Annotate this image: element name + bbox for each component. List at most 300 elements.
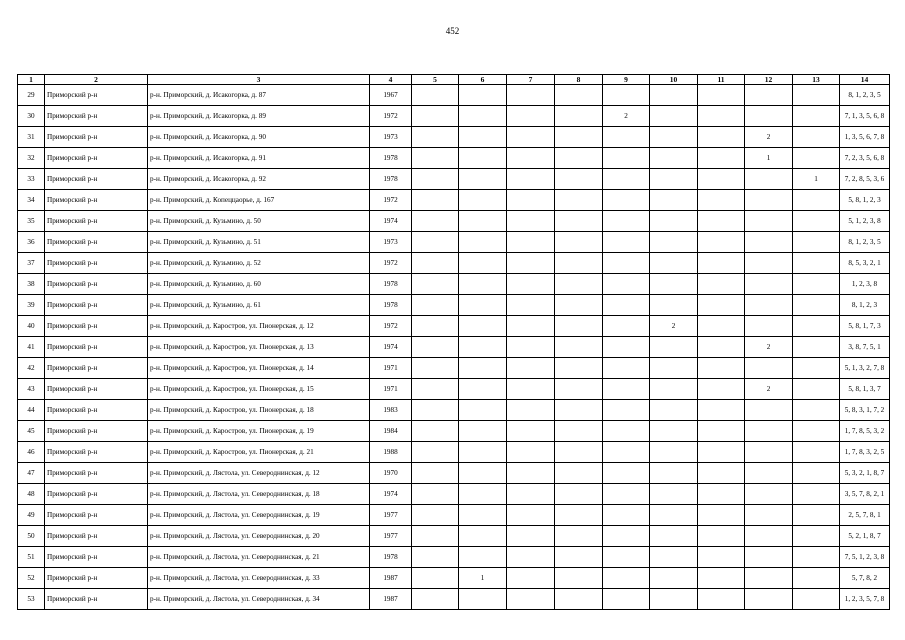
col-14-cell: 5, 1, 2, 3, 8 bbox=[840, 211, 890, 232]
col-14-cell: 8, 1, 2, 3, 5 bbox=[840, 232, 890, 253]
col-12-cell bbox=[745, 316, 793, 337]
table-row bbox=[18, 526, 890, 547]
col-10-cell bbox=[650, 295, 698, 316]
district-cell: Приморский р-н bbox=[45, 400, 148, 421]
col-12-cell: 1 bbox=[745, 148, 793, 169]
col-11-cell bbox=[698, 568, 745, 589]
year-cell: 1970 bbox=[370, 463, 412, 484]
col-10-cell bbox=[650, 484, 698, 505]
col-13-cell bbox=[793, 274, 840, 295]
address-cell: р-н. Приморский, д. Лястола, ул. Североднинская, д. 20 bbox=[148, 526, 370, 547]
table-row bbox=[18, 421, 890, 442]
col-8-cell bbox=[555, 568, 603, 589]
col-7-cell bbox=[507, 232, 555, 253]
col-5-cell bbox=[412, 526, 459, 547]
col-10-cell bbox=[650, 463, 698, 484]
col-9-cell bbox=[603, 505, 650, 526]
year-cell: 1977 bbox=[370, 505, 412, 526]
district-cell: Приморский р-н bbox=[45, 274, 148, 295]
col-5-cell bbox=[412, 316, 459, 337]
col-13-cell bbox=[793, 400, 840, 421]
col-9-cell bbox=[603, 400, 650, 421]
col-12-cell bbox=[745, 358, 793, 379]
col-12-cell bbox=[745, 232, 793, 253]
district-cell: Приморский р-н bbox=[45, 232, 148, 253]
column-header-7: 7 bbox=[507, 75, 555, 85]
col-14-cell: 5, 1, 3, 2, 7, 8 bbox=[840, 358, 890, 379]
table-row bbox=[18, 505, 890, 526]
district-cell: Приморский р-н bbox=[45, 568, 148, 589]
col-5-cell bbox=[412, 589, 459, 610]
col-12-cell bbox=[745, 85, 793, 106]
col-13-cell bbox=[793, 505, 840, 526]
table-row bbox=[18, 463, 890, 484]
col-11-cell bbox=[698, 316, 745, 337]
col-5-cell bbox=[412, 253, 459, 274]
col-7-cell bbox=[507, 463, 555, 484]
table-row bbox=[18, 169, 890, 190]
col-5-cell bbox=[412, 463, 459, 484]
column-header-12: 12 bbox=[745, 75, 793, 85]
address-cell: р-н. Приморский, д. Исакогорка, д. 92 bbox=[148, 169, 370, 190]
col-9-cell bbox=[603, 358, 650, 379]
col-6-cell bbox=[459, 421, 507, 442]
col-14-cell: 7, 1, 3, 5, 6, 8 bbox=[840, 106, 890, 127]
col-9-cell bbox=[603, 190, 650, 211]
address-cell: р-н. Приморский, д. Кузьмино, д. 51 bbox=[148, 232, 370, 253]
table-row bbox=[18, 148, 890, 169]
row-number-cell: 31 bbox=[18, 127, 45, 148]
table-row bbox=[18, 484, 890, 505]
year-cell: 1973 bbox=[370, 232, 412, 253]
col-9-cell bbox=[603, 85, 650, 106]
col-11-cell bbox=[698, 358, 745, 379]
col-10-cell bbox=[650, 253, 698, 274]
col-11-cell bbox=[698, 85, 745, 106]
col-7-cell bbox=[507, 526, 555, 547]
col-6-cell bbox=[459, 253, 507, 274]
column-header-1: 1 bbox=[18, 75, 45, 85]
table-row bbox=[18, 589, 890, 610]
address-cell: р-н. Приморский, д. Лястола, ул. Североднинская, д. 34 bbox=[148, 589, 370, 610]
col-5-cell bbox=[412, 148, 459, 169]
table-row bbox=[18, 127, 890, 148]
col-6-cell bbox=[459, 484, 507, 505]
col-7-cell bbox=[507, 505, 555, 526]
col-6-cell bbox=[459, 337, 507, 358]
col-8-cell bbox=[555, 463, 603, 484]
col-8-cell bbox=[555, 505, 603, 526]
col-12-cell bbox=[745, 589, 793, 610]
col-7-cell bbox=[507, 568, 555, 589]
col-9-cell bbox=[603, 526, 650, 547]
col-14-cell: 1, 7, 8, 3, 2, 5 bbox=[840, 442, 890, 463]
col-6-cell bbox=[459, 148, 507, 169]
col-5-cell bbox=[412, 400, 459, 421]
row-number-cell: 53 bbox=[18, 589, 45, 610]
col-9-cell: 2 bbox=[603, 106, 650, 127]
col-8-cell bbox=[555, 211, 603, 232]
col-12-cell bbox=[745, 106, 793, 127]
address-cell: р-н. Приморский, д. Лястола, ул. Североднинская, д. 12 bbox=[148, 463, 370, 484]
row-number-cell: 41 bbox=[18, 337, 45, 358]
col-8-cell bbox=[555, 295, 603, 316]
col-7-cell bbox=[507, 253, 555, 274]
row-number-cell: 49 bbox=[18, 505, 45, 526]
col-11-cell bbox=[698, 589, 745, 610]
col-7-cell bbox=[507, 400, 555, 421]
col-11-cell bbox=[698, 442, 745, 463]
year-cell: 1978 bbox=[370, 295, 412, 316]
col-9-cell bbox=[603, 127, 650, 148]
column-header-11: 11 bbox=[698, 75, 745, 85]
col-5-cell bbox=[412, 379, 459, 400]
col-13-cell bbox=[793, 421, 840, 442]
col-8-cell bbox=[555, 547, 603, 568]
col-8-cell bbox=[555, 169, 603, 190]
row-number-cell: 52 bbox=[18, 568, 45, 589]
district-cell: Приморский р-н bbox=[45, 337, 148, 358]
col-14-cell: 2, 5, 7, 8, 1 bbox=[840, 505, 890, 526]
col-11-cell bbox=[698, 169, 745, 190]
year-cell: 1987 bbox=[370, 589, 412, 610]
col-5-cell bbox=[412, 358, 459, 379]
year-cell: 1974 bbox=[370, 211, 412, 232]
col-7-cell bbox=[507, 148, 555, 169]
col-9-cell bbox=[603, 463, 650, 484]
col-11-cell bbox=[698, 106, 745, 127]
col-12-cell bbox=[745, 190, 793, 211]
col-12-cell bbox=[745, 421, 793, 442]
col-10-cell: 2 bbox=[650, 316, 698, 337]
year-cell: 1972 bbox=[370, 190, 412, 211]
address-cell: р-н. Приморский, д. Лястола, ул. Североднинская, д. 19 bbox=[148, 505, 370, 526]
col-10-cell bbox=[650, 337, 698, 358]
col-6-cell: 1 bbox=[459, 568, 507, 589]
col-12-cell bbox=[745, 463, 793, 484]
col-9-cell bbox=[603, 337, 650, 358]
col-10-cell bbox=[650, 442, 698, 463]
col-14-cell: 8, 1, 2, 3 bbox=[840, 295, 890, 316]
col-7-cell bbox=[507, 379, 555, 400]
col-9-cell bbox=[603, 232, 650, 253]
year-cell: 1978 bbox=[370, 547, 412, 568]
col-10-cell bbox=[650, 526, 698, 547]
column-header-9: 9 bbox=[603, 75, 650, 85]
col-9-cell bbox=[603, 547, 650, 568]
col-5-cell bbox=[412, 442, 459, 463]
col-10-cell bbox=[650, 505, 698, 526]
year-cell: 1978 bbox=[370, 169, 412, 190]
col-12-cell bbox=[745, 400, 793, 421]
col-11-cell bbox=[698, 379, 745, 400]
address-cell: р-н. Приморский, д. Кузьмино, д. 52 bbox=[148, 253, 370, 274]
header-row bbox=[18, 75, 890, 85]
district-cell: Приморский р-н bbox=[45, 358, 148, 379]
col-5-cell bbox=[412, 337, 459, 358]
address-cell: р-н. Приморский, д. Лястола, ул. Североднинская, д. 18 bbox=[148, 484, 370, 505]
col-7-cell bbox=[507, 106, 555, 127]
col-13-cell: 1 bbox=[793, 169, 840, 190]
col-12-cell bbox=[745, 526, 793, 547]
row-number-cell: 37 bbox=[18, 253, 45, 274]
col-5-cell bbox=[412, 106, 459, 127]
district-cell: Приморский р-н bbox=[45, 106, 148, 127]
col-8-cell bbox=[555, 589, 603, 610]
col-11-cell bbox=[698, 148, 745, 169]
col-14-cell: 7, 5, 1, 2, 3, 8 bbox=[840, 547, 890, 568]
col-11-cell bbox=[698, 547, 745, 568]
col-11-cell bbox=[698, 274, 745, 295]
col-8-cell bbox=[555, 190, 603, 211]
col-10-cell bbox=[650, 589, 698, 610]
col-8-cell bbox=[555, 106, 603, 127]
table-row bbox=[18, 232, 890, 253]
col-5-cell bbox=[412, 211, 459, 232]
table-row bbox=[18, 106, 890, 127]
col-13-cell bbox=[793, 463, 840, 484]
col-8-cell bbox=[555, 358, 603, 379]
col-13-cell bbox=[793, 148, 840, 169]
address-cell: р-н. Приморский, д. Исакогорка, д. 91 bbox=[148, 148, 370, 169]
col-7-cell bbox=[507, 190, 555, 211]
col-10-cell bbox=[650, 400, 698, 421]
col-6-cell bbox=[459, 379, 507, 400]
column-header-2: 2 bbox=[45, 75, 148, 85]
row-number-cell: 39 bbox=[18, 295, 45, 316]
col-7-cell bbox=[507, 274, 555, 295]
col-12-cell bbox=[745, 211, 793, 232]
column-header-3: 3 bbox=[148, 75, 370, 85]
col-5-cell bbox=[412, 295, 459, 316]
district-cell: Приморский р-н bbox=[45, 505, 148, 526]
col-7-cell bbox=[507, 358, 555, 379]
col-13-cell bbox=[793, 526, 840, 547]
col-5-cell bbox=[412, 505, 459, 526]
col-13-cell bbox=[793, 589, 840, 610]
col-12-cell: 2 bbox=[745, 379, 793, 400]
col-13-cell bbox=[793, 442, 840, 463]
col-10-cell bbox=[650, 211, 698, 232]
col-11-cell bbox=[698, 253, 745, 274]
col-5-cell bbox=[412, 127, 459, 148]
col-12-cell bbox=[745, 568, 793, 589]
col-6-cell bbox=[459, 547, 507, 568]
year-cell: 1988 bbox=[370, 442, 412, 463]
data-table bbox=[17, 74, 890, 610]
year-cell: 1987 bbox=[370, 568, 412, 589]
col-14-cell: 1, 2, 3, 5, 7, 8 bbox=[840, 589, 890, 610]
col-14-cell: 3, 5, 7, 8, 2, 1 bbox=[840, 484, 890, 505]
column-header-8: 8 bbox=[555, 75, 603, 85]
row-number-cell: 30 bbox=[18, 106, 45, 127]
col-13-cell bbox=[793, 358, 840, 379]
district-cell: Приморский р-н bbox=[45, 148, 148, 169]
col-7-cell bbox=[507, 211, 555, 232]
address-cell: р-н. Приморский, д. Каростров, ул. Пионерская, д. 12 bbox=[148, 316, 370, 337]
address-cell: р-н. Приморский, д. Каростров, ул. Пионерская, д. 18 bbox=[148, 400, 370, 421]
district-cell: Приморский р-н bbox=[45, 589, 148, 610]
col-7-cell bbox=[507, 295, 555, 316]
row-number-cell: 51 bbox=[18, 547, 45, 568]
col-8-cell bbox=[555, 442, 603, 463]
col-13-cell bbox=[793, 190, 840, 211]
year-cell: 1973 bbox=[370, 127, 412, 148]
col-8-cell bbox=[555, 316, 603, 337]
address-cell: р-н. Приморский, д. Копеццаорье, д. 167 bbox=[148, 190, 370, 211]
row-number-cell: 44 bbox=[18, 400, 45, 421]
col-14-cell: 5, 8, 1, 2, 3 bbox=[840, 190, 890, 211]
column-header-5: 5 bbox=[412, 75, 459, 85]
col-7-cell bbox=[507, 547, 555, 568]
col-14-cell: 5, 2, 1, 8, 7 bbox=[840, 526, 890, 547]
col-9-cell bbox=[603, 253, 650, 274]
col-13-cell bbox=[793, 232, 840, 253]
row-number-cell: 35 bbox=[18, 211, 45, 232]
col-6-cell bbox=[459, 169, 507, 190]
col-11-cell bbox=[698, 421, 745, 442]
address-cell: р-н. Приморский, д. Кузьмино, д. 50 bbox=[148, 211, 370, 232]
row-number-cell: 38 bbox=[18, 274, 45, 295]
col-14-cell: 3, 8, 7, 5, 1 bbox=[840, 337, 890, 358]
col-14-cell: 5, 8, 1, 3, 7 bbox=[840, 379, 890, 400]
col-13-cell bbox=[793, 316, 840, 337]
district-cell: Приморский р-н bbox=[45, 442, 148, 463]
col-8-cell bbox=[555, 253, 603, 274]
col-8-cell bbox=[555, 127, 603, 148]
col-12-cell bbox=[745, 505, 793, 526]
col-10-cell bbox=[650, 85, 698, 106]
col-6-cell bbox=[459, 358, 507, 379]
row-number-cell: 45 bbox=[18, 421, 45, 442]
district-cell: Приморский р-н bbox=[45, 169, 148, 190]
col-14-cell: 5, 8, 1, 7, 3 bbox=[840, 316, 890, 337]
year-cell: 1977 bbox=[370, 526, 412, 547]
row-number-cell: 48 bbox=[18, 484, 45, 505]
col-14-cell: 7, 2, 8, 5, 3, 6 bbox=[840, 169, 890, 190]
address-cell: р-н. Приморский, д. Каростров, ул. Пионерская, д. 21 bbox=[148, 442, 370, 463]
col-7-cell bbox=[507, 85, 555, 106]
row-number-cell: 43 bbox=[18, 379, 45, 400]
col-12-cell bbox=[745, 253, 793, 274]
row-number-cell: 33 bbox=[18, 169, 45, 190]
address-cell: р-н. Приморский, д. Исакогорка, д. 87 bbox=[148, 85, 370, 106]
col-10-cell bbox=[650, 358, 698, 379]
year-cell: 1983 bbox=[370, 400, 412, 421]
address-cell: р-н. Приморский, д. Исакогорка, д. 90 bbox=[148, 127, 370, 148]
row-number-cell: 36 bbox=[18, 232, 45, 253]
col-9-cell bbox=[603, 589, 650, 610]
col-10-cell bbox=[650, 127, 698, 148]
col-14-cell: 1, 3, 5, 6, 7, 8 bbox=[840, 127, 890, 148]
row-number-cell: 46 bbox=[18, 442, 45, 463]
col-10-cell bbox=[650, 148, 698, 169]
col-7-cell bbox=[507, 442, 555, 463]
col-10-cell bbox=[650, 232, 698, 253]
district-cell: Приморский р-н bbox=[45, 85, 148, 106]
table-row bbox=[18, 337, 890, 358]
col-9-cell bbox=[603, 169, 650, 190]
col-13-cell bbox=[793, 211, 840, 232]
col-6-cell bbox=[459, 316, 507, 337]
table-row bbox=[18, 568, 890, 589]
district-cell: Приморский р-н bbox=[45, 421, 148, 442]
col-7-cell bbox=[507, 421, 555, 442]
table-row bbox=[18, 358, 890, 379]
col-8-cell bbox=[555, 526, 603, 547]
district-cell: Приморский р-н bbox=[45, 127, 148, 148]
col-9-cell bbox=[603, 211, 650, 232]
col-5-cell bbox=[412, 232, 459, 253]
year-cell: 1978 bbox=[370, 148, 412, 169]
col-8-cell bbox=[555, 232, 603, 253]
row-number-cell: 50 bbox=[18, 526, 45, 547]
col-7-cell bbox=[507, 316, 555, 337]
col-9-cell bbox=[603, 421, 650, 442]
table-row bbox=[18, 295, 890, 316]
col-6-cell bbox=[459, 232, 507, 253]
col-11-cell bbox=[698, 526, 745, 547]
col-11-cell bbox=[698, 337, 745, 358]
col-14-cell: 8, 5, 3, 2, 1 bbox=[840, 253, 890, 274]
col-13-cell bbox=[793, 568, 840, 589]
col-5-cell bbox=[412, 85, 459, 106]
col-13-cell bbox=[793, 547, 840, 568]
district-cell: Приморский р-н bbox=[45, 253, 148, 274]
col-5-cell bbox=[412, 421, 459, 442]
col-6-cell bbox=[459, 400, 507, 421]
col-11-cell bbox=[698, 463, 745, 484]
year-cell: 1974 bbox=[370, 337, 412, 358]
col-5-cell bbox=[412, 169, 459, 190]
col-14-cell: 1, 2, 3, 8 bbox=[840, 274, 890, 295]
col-5-cell bbox=[412, 484, 459, 505]
district-cell: Приморский р-н bbox=[45, 295, 148, 316]
col-6-cell bbox=[459, 127, 507, 148]
year-cell: 1972 bbox=[370, 253, 412, 274]
col-7-cell bbox=[507, 337, 555, 358]
row-number-cell: 47 bbox=[18, 463, 45, 484]
col-11-cell bbox=[698, 190, 745, 211]
col-8-cell bbox=[555, 337, 603, 358]
col-6-cell bbox=[459, 274, 507, 295]
table-row bbox=[18, 253, 890, 274]
col-9-cell bbox=[603, 379, 650, 400]
address-cell: р-н. Приморский, д. Кузьмино, д. 60 bbox=[148, 274, 370, 295]
row-number-cell: 42 bbox=[18, 358, 45, 379]
column-header-14: 14 bbox=[840, 75, 890, 85]
district-cell: Приморский р-н bbox=[45, 316, 148, 337]
col-10-cell bbox=[650, 106, 698, 127]
col-6-cell bbox=[459, 295, 507, 316]
address-cell: р-н. Приморский, д. Каростров, ул. Пионерская, д. 19 bbox=[148, 421, 370, 442]
col-8-cell bbox=[555, 274, 603, 295]
col-9-cell bbox=[603, 442, 650, 463]
year-cell: 1978 bbox=[370, 274, 412, 295]
col-9-cell bbox=[603, 484, 650, 505]
district-cell: Приморский р-н bbox=[45, 463, 148, 484]
col-8-cell bbox=[555, 148, 603, 169]
col-8-cell bbox=[555, 484, 603, 505]
col-6-cell bbox=[459, 106, 507, 127]
col-10-cell bbox=[650, 547, 698, 568]
address-cell: р-н. Приморский, д. Кузьмино, д. 61 bbox=[148, 295, 370, 316]
col-14-cell: 5, 3, 2, 1, 8, 7 bbox=[840, 463, 890, 484]
col-10-cell bbox=[650, 169, 698, 190]
col-10-cell bbox=[650, 421, 698, 442]
col-13-cell bbox=[793, 295, 840, 316]
col-5-cell bbox=[412, 190, 459, 211]
